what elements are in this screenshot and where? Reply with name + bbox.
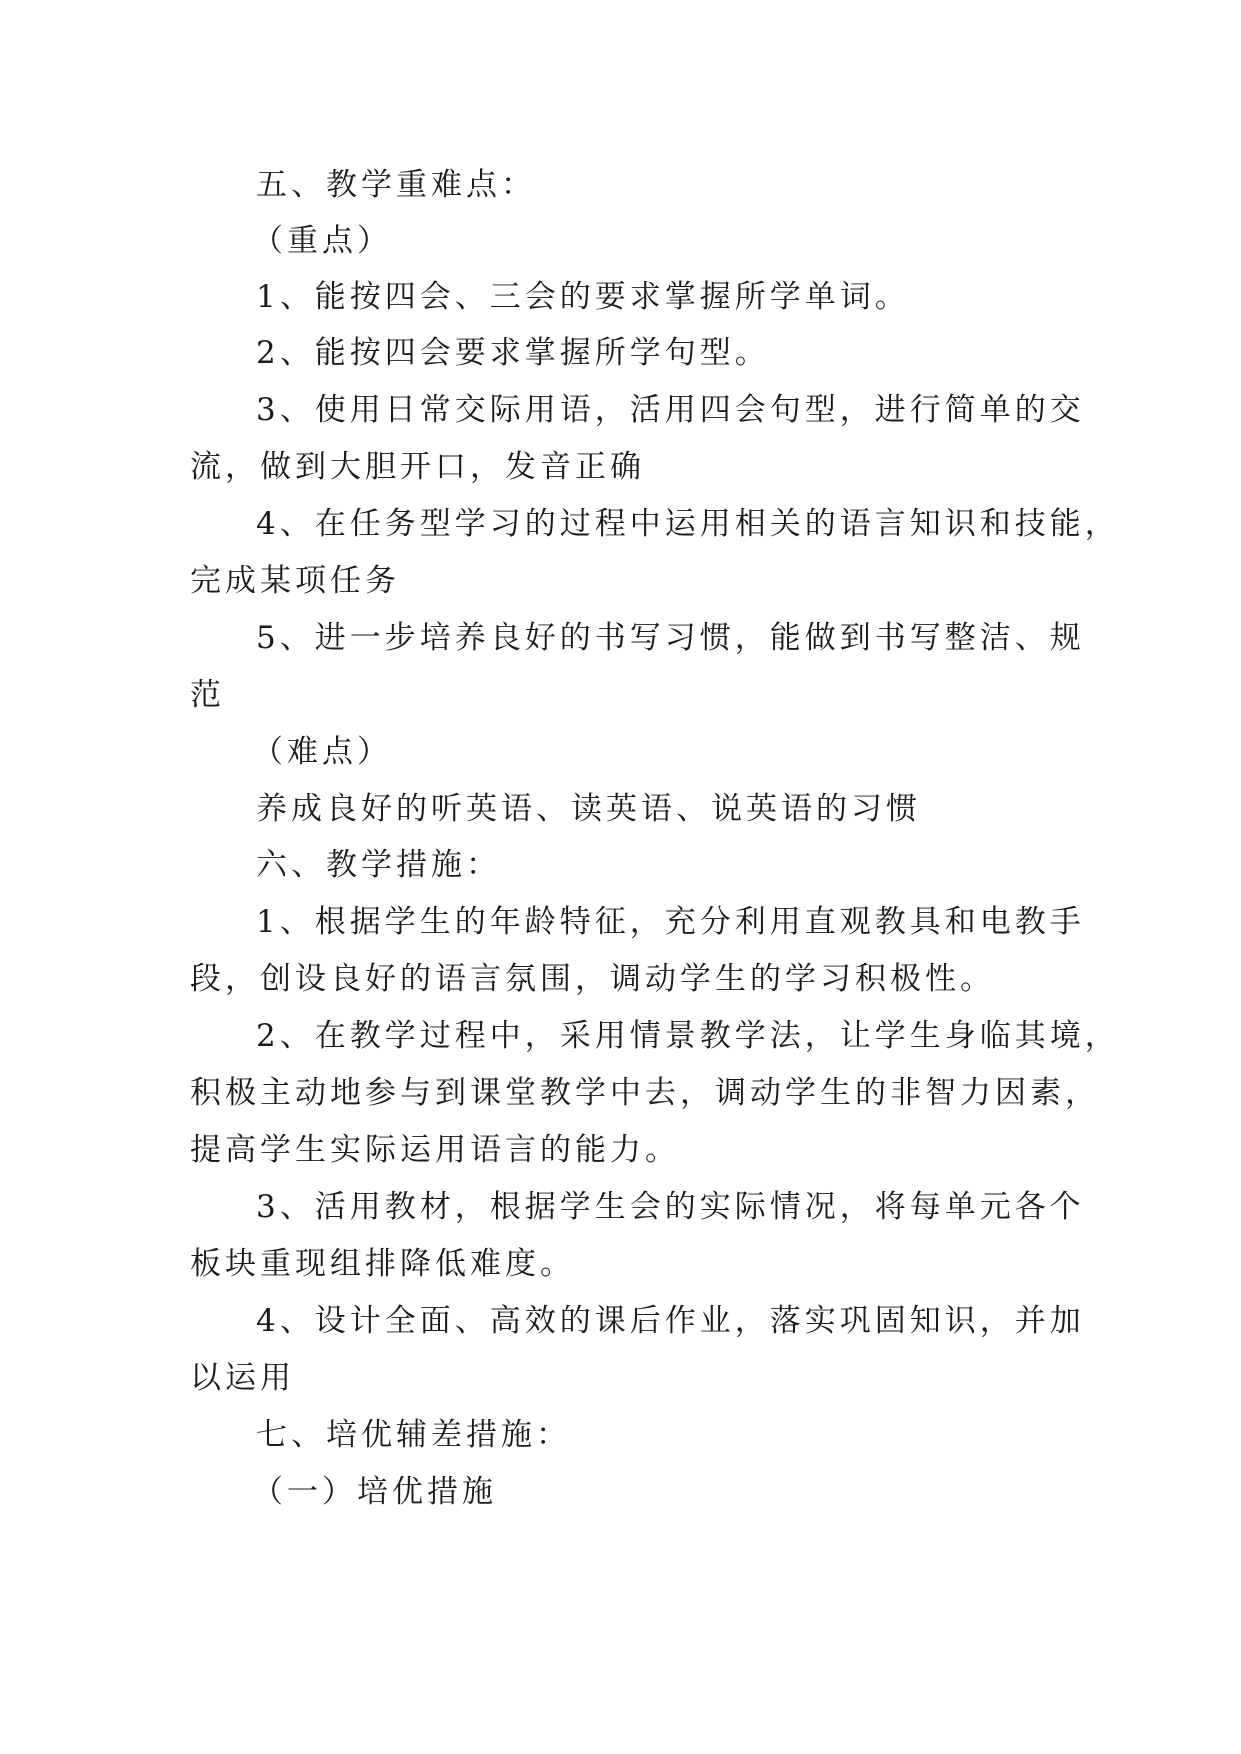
- difficult-point-1: 养成良好的听英语、读英语、说英语的习惯: [256, 791, 921, 827]
- measure-3-line-2: 板块重现组排降低难度。: [190, 1246, 575, 1282]
- key-point-2: 2、能按四会要求掌握所学句型。: [256, 335, 770, 371]
- section-7-heading: 七、培优辅差措施：: [256, 1417, 571, 1453]
- measure-4-line-1: 4、设计全面、高效的课后作业，落实巩固知识，并加: [256, 1303, 1085, 1339]
- difficult-points-label: （难点）: [252, 734, 392, 770]
- section-5-heading: 五、教学重难点：: [256, 167, 536, 203]
- section-6-heading: 六、教学措施：: [256, 847, 501, 883]
- key-point-4-line-1: 4、在任务型学习的过程中运用相关的语言知识和技能，: [256, 506, 1120, 542]
- key-point-3-line-1: 3、使用日常交际用语，活用四会句型，进行简单的交: [256, 392, 1085, 428]
- key-point-4-line-2: 完成某项任务: [190, 563, 400, 599]
- measure-2-line-1: 2、在教学过程中，采用情景教学法，让学生身临其境，: [256, 1018, 1120, 1054]
- key-point-5-line-1: 5、进一步培养良好的书写习惯，能做到书写整洁、规: [256, 620, 1085, 656]
- measure-2-line-2: 积极主动地参与到课堂教学中去，调动学生的非智力因素，: [190, 1075, 1100, 1111]
- key-point-3-line-2: 流，做到大胆开口，发音正确: [190, 449, 645, 485]
- measure-1-line-1: 1、根据学生的年龄特征，充分利用直观教具和电教手: [256, 904, 1085, 940]
- measure-3-line-1: 3、活用教材，根据学生会的实际情况，将每单元各个: [256, 1189, 1085, 1225]
- key-points-label: （重点）: [252, 223, 392, 259]
- measure-1-line-2: 段，创设良好的语言氛围，调动学生的学习积极性。: [190, 961, 995, 997]
- key-point-5-line-2: 范: [190, 677, 225, 713]
- measure-2-line-3: 提高学生实际运用语言的能力。: [190, 1132, 680, 1168]
- section-7-subheading-1: （一）培优措施: [252, 1474, 497, 1510]
- key-point-1: 1、能按四会、三会的要求掌握所学单词。: [256, 279, 910, 315]
- measure-4-line-2: 以运用: [190, 1360, 295, 1396]
